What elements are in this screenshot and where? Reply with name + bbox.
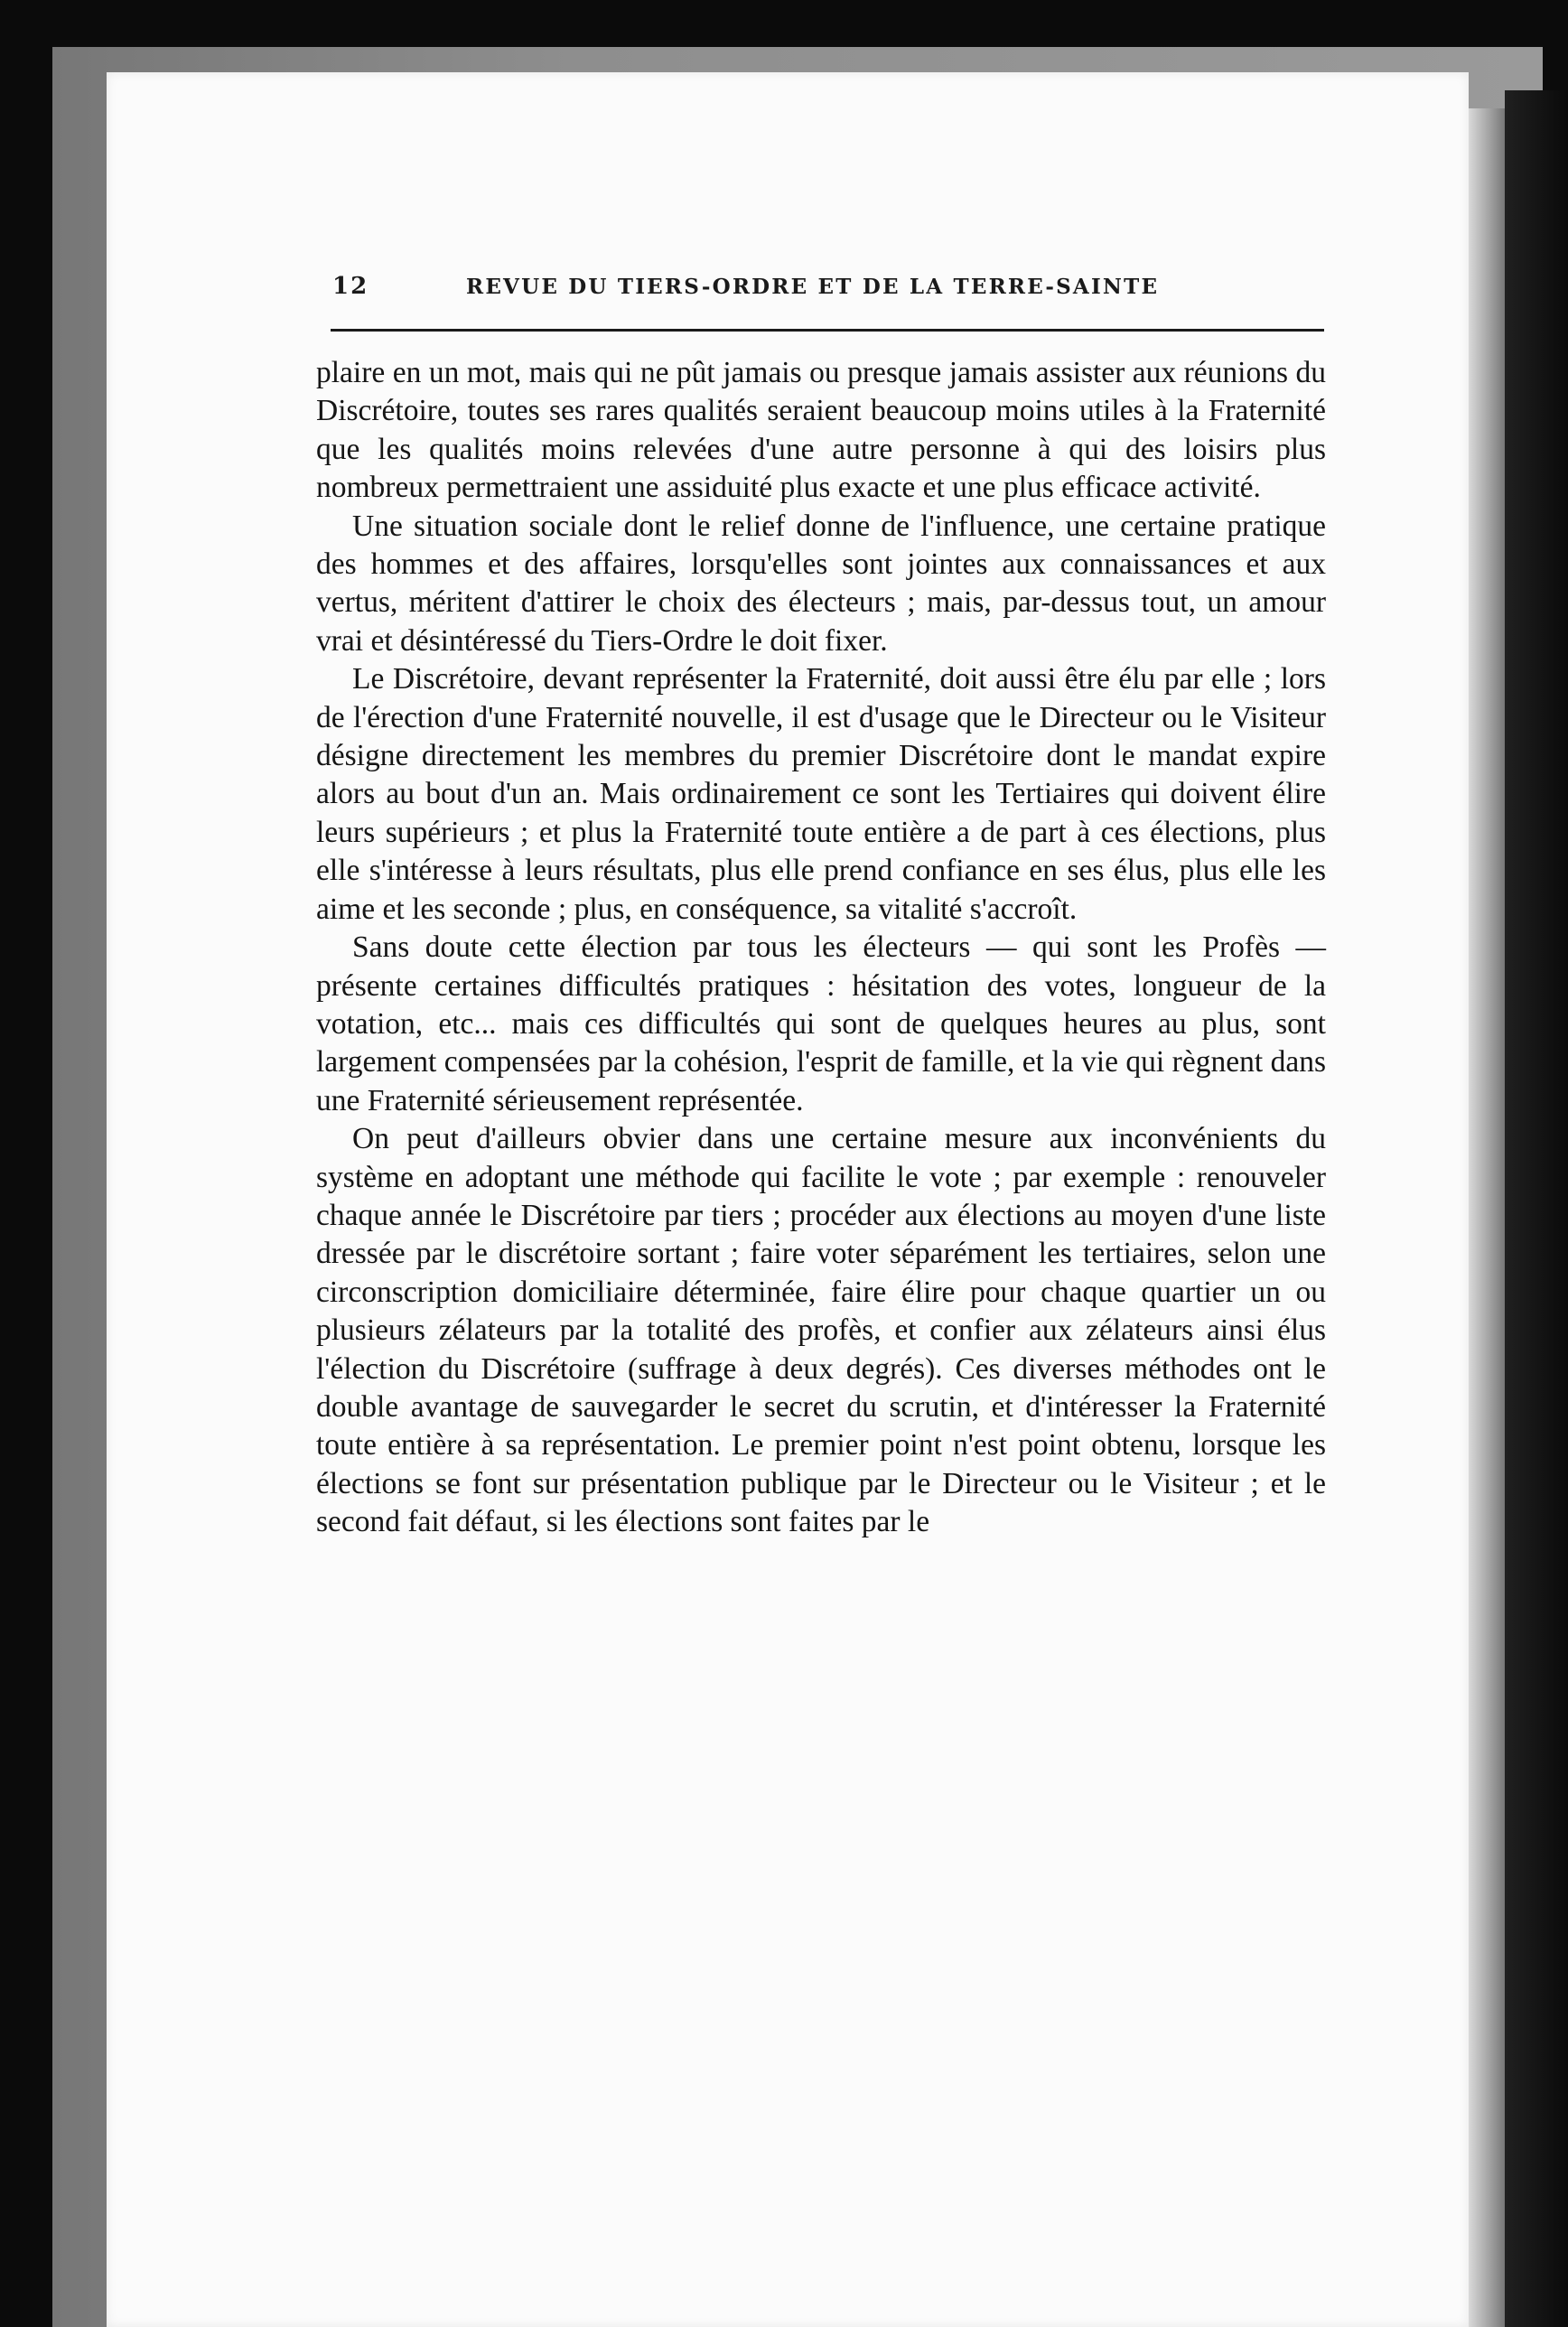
paragraph: Le Discrétoire, devant représenter la Fraternité, doit aussi être élu par elle ; lors de l'érection d'une Fraternité nouvelle, il est d'usage que le Directeur ou le Visiteur désigne directement les membres du premier Discrétoire dont le mandat expire alors au bout d'un an. Mais ordinairement ce sont les Tertiaires qui doivent élire leurs supérieurs ; et plus la Fraternité toute entière a de part à ces élections, plus elle s'intéresse à leurs résultats, plus elle prend confiance en ses élus, plus elle les aime et les seconde ; plus, en conséquence, sa vitalité s'accroît.	[316, 662, 1326, 926]
page-edge-shadow	[1469, 108, 1505, 2327]
body-text	[316, 354, 1326, 1542]
page-header	[332, 273, 1326, 316]
paragraph: plaire en un mot, mais qui ne pût jamais ou presque jamais assister aux réunions du Discrétoire, toutes ses rares qualités seraient beaucoup moins utiles à la Fraternité que les qualités moins relevées d'une autre personne à qui des loisirs plus nombreux permettraient une assiduité plus exacte et une plus efficace activité.	[316, 356, 1326, 505]
page-number: 12	[332, 273, 369, 300]
header-rule	[331, 329, 1324, 332]
paragraph: On peut d'ailleurs obvier dans une certaine mesure aux inconvénients du système en adoptant une méthode qui facilite le vote ; par exemple : renouveler chaque année le Discrétoire par tiers ; procéder aux élections au moyen d'une liste dressée par le discrétoire sortant ; faire voter séparément les tertiaires, selon une circonscription domiciliaire déterminée, faire élire pour chaque quartier un ou plusieurs zélateurs par la totalité des profès, et confier aux zélateurs ainsi élus l'élection du Discrétoire (suffrage à deux degrés). Ces diverses méthodes ont le double avantage de sauvegarder le secret du scrutin, et d'intéresser la Fraternité toute entière à sa représentation. Le premier point n'est point obtenu, lorsque les élections se font sur présentation publique par le Directeur ou le Visiteur ; et le second fait défaut, si les élections sont faites par le	[316, 1122, 1326, 1539]
scan-dark-margin	[1505, 90, 1568, 2327]
paragraph: Une situation sociale dont le relief donne de l'influence, une certaine pratique des hommes et des affaires, lorsqu'elles sont jointes aux connaissances et aux vertus, méritent d'attirer le choix des électeurs ; mais, par-dessus tout, un amour vrai et désintéressé du Tiers-Ordre le doit fixer.	[316, 509, 1326, 658]
paragraph: Sans doute cette élection par tous les électeurs — qui sont les Profès — présente certaines difficultés pratiques : hésitation des votes, longueur de la votation, etc... mais ces difficultés qui sont de quelques heures au plus, sont largement compensées par la cohésion, l'esprit de famille, et la vie qui règnent dans une Fraternité sérieusement représentée.	[316, 930, 1326, 1117]
running-title: REVUE DU TIERS-ORDRE ET DE LA TERRE-SAINTE	[466, 275, 1160, 299]
